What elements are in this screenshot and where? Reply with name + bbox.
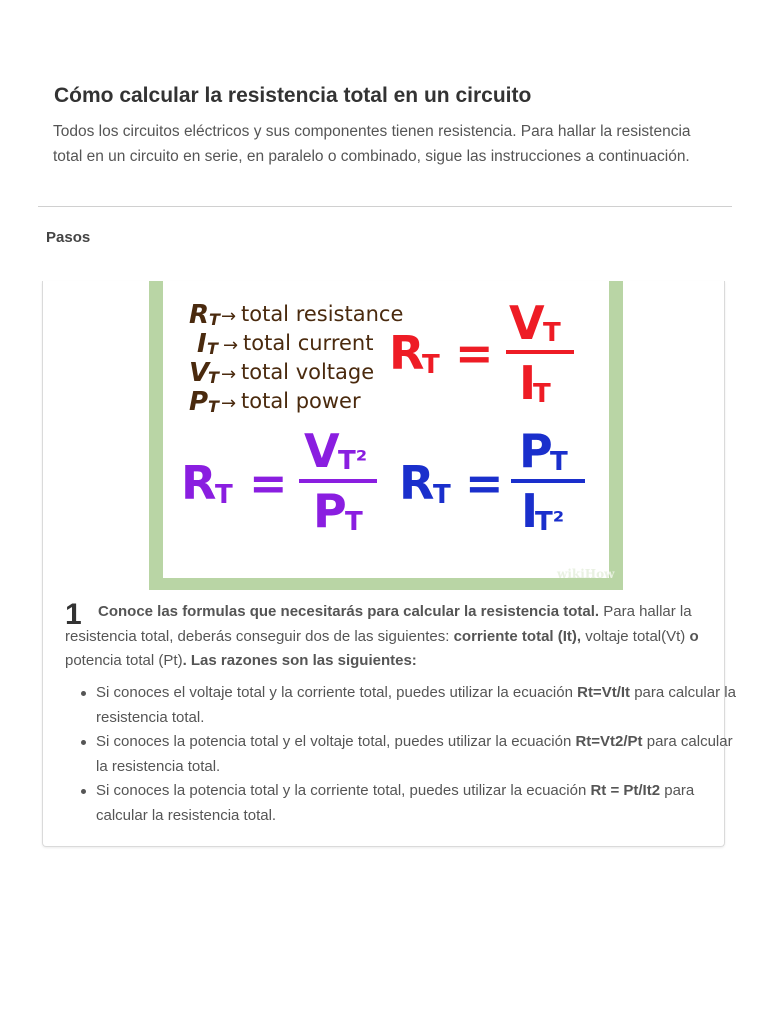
svg-text:=: = [455, 326, 494, 380]
svg-text:T: T [208, 397, 219, 416]
step-text [65, 600, 705, 674]
legend-row-resistance [189, 300, 403, 330]
equation-rt-vt-it [389, 296, 574, 410]
equation-rt-pt-it2 [399, 424, 585, 538]
svg-text:→: → [223, 335, 239, 356]
equation-rt-vt2-pt [181, 424, 377, 538]
svg-text:T: T [215, 480, 233, 510]
legend-row-current [197, 329, 373, 359]
svg-text:P: P [519, 424, 553, 478]
svg-text:V: V [509, 296, 545, 350]
svg-text:total resistance: total resistance [241, 302, 404, 326]
svg-text:→: → [221, 364, 237, 385]
svg-text:T: T [207, 339, 218, 358]
svg-text:T²: T² [338, 446, 368, 476]
svg-text:I: I [197, 329, 207, 359]
step-bold-reasons: . Las razones son las siguientes: [182, 652, 417, 669]
formula-bullet-list [75, 681, 736, 828]
svg-text:=: = [249, 456, 288, 510]
list-item: Si conoces la potencia total y la corriente total, puedes utilizar la ecuación Rt = Pt/It2 para calcular la resistencia total. [96, 779, 736, 828]
svg-text:T: T [533, 379, 551, 409]
list-item: Si conoces la potencia total y el voltaje total, puedes utilizar la ecuación Rt=Vt2/Pt para calcular la resistencia total. [96, 730, 736, 779]
wikihow-watermark: wikiHow [557, 567, 615, 581]
legend-row-power [189, 387, 361, 417]
svg-text:=: = [465, 456, 504, 510]
svg-text:total power: total power [241, 389, 361, 413]
article-title: Cómo calcular la resistencia total en un circuito [54, 84, 532, 107]
step-bold-intro: Conoce las formulas que necesitarás para calcular la resistencia total. [98, 603, 600, 620]
svg-text:total current: total current [243, 331, 374, 355]
steps-heading: Pasos [46, 229, 91, 246]
svg-text:T: T [543, 318, 561, 348]
svg-text:V: V [304, 424, 340, 478]
svg-text:→: → [221, 393, 237, 414]
svg-text:P: P [313, 484, 347, 538]
svg-text:T: T [422, 350, 440, 380]
svg-text:T: T [209, 310, 220, 329]
step-card [42, 281, 736, 847]
svg-text:T: T [550, 447, 568, 477]
formula-image [149, 281, 623, 590]
svg-text:total voltage: total voltage [241, 360, 375, 384]
divider [38, 206, 732, 207]
svg-text:I: I [521, 484, 539, 538]
step-text-a: Para hallar la resistencia total, deberás conseguir dos de las siguientes: [65, 603, 692, 645]
svg-text:R: R [399, 456, 435, 510]
article-intro: Todos los circuitos eléctricos y sus componentes tienen resistencia. Para hallar la resistencia total en un circuito en serie, en paralelo o combinado, sigue las instrucciones a continuación. [53, 123, 691, 165]
svg-text:V: V [189, 358, 210, 388]
step-number: 1 [65, 598, 82, 631]
svg-text:R: R [181, 456, 217, 510]
list-item: Si conoces el voltaje total y la corriente total, puedes utilizar la ecuación Rt=Vt/It para calcular la resistencia total. [96, 681, 736, 730]
svg-text:T: T [208, 368, 219, 387]
legend-row-voltage [189, 358, 374, 388]
step-bold-o: o [689, 627, 699, 645]
svg-text:T: T [433, 480, 451, 510]
step-bold-current: corriente total (It), [453, 627, 582, 645]
svg-text:T: T [345, 507, 363, 537]
svg-text:R: R [389, 326, 425, 380]
svg-text:→: → [221, 306, 237, 327]
formula-figure [149, 281, 623, 590]
svg-text:R: R [189, 300, 210, 330]
step-text-b: voltaje total(Vt) [581, 627, 690, 645]
svg-text:I: I [519, 356, 537, 410]
step-text-c: potencia total (Pt) [65, 652, 183, 669]
svg-text:P: P [189, 387, 209, 417]
svg-text:T²: T² [535, 507, 565, 537]
